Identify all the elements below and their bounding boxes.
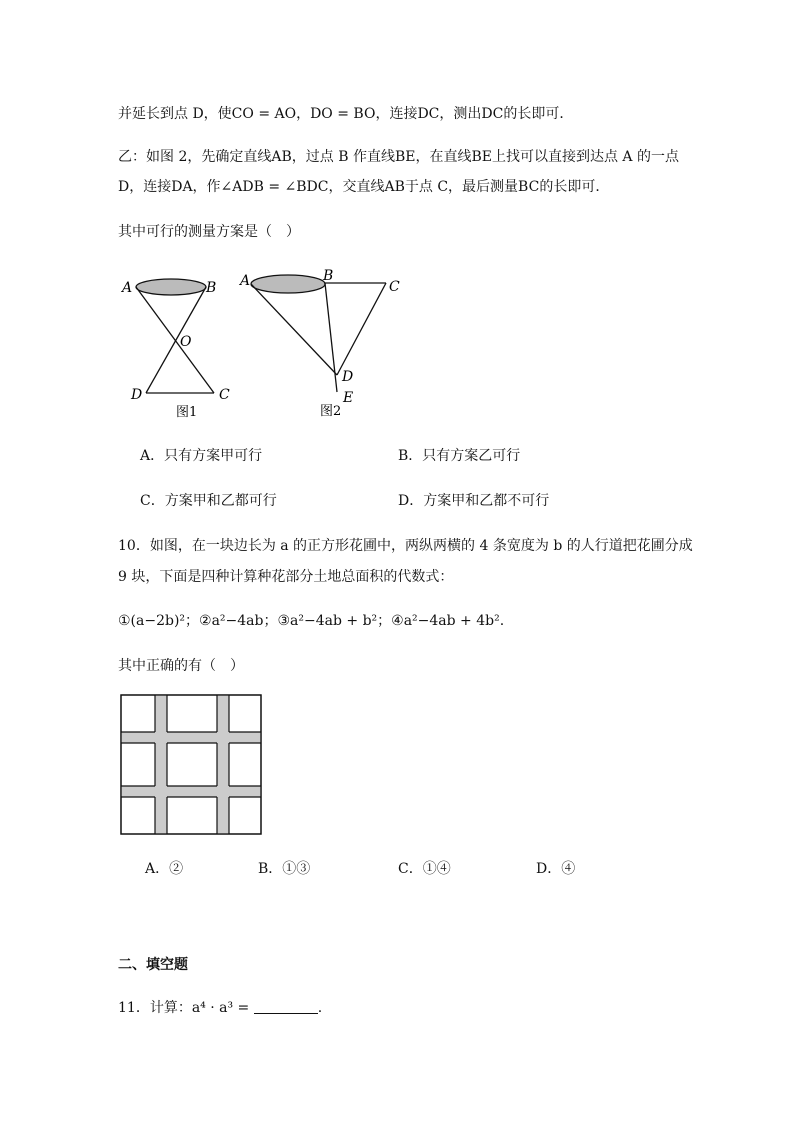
problem10-expressions: ①(a−2b)²；②a²−4ab；③a²−4ab + b²；④a²−4ab + 4b². bbox=[118, 613, 505, 629]
fig2-label-B: B bbox=[323, 268, 334, 284]
problem10-garden-figure bbox=[120, 694, 262, 836]
garden-path-vertical-2 bbox=[217, 695, 229, 834]
fig2-label-D: D bbox=[342, 369, 354, 385]
fig2-label-E: E bbox=[343, 390, 354, 406]
problem11-end: . bbox=[317, 1000, 323, 1016]
problem11-answer-blank[interactable] bbox=[254, 999, 318, 1014]
problem9-option-c: C．方案甲和乙都可行 bbox=[140, 493, 277, 509]
problem9-option-d: D．方案甲和乙都不可行 bbox=[398, 493, 550, 509]
problem9-text-line2: 乙：如图 2，先确定直线AB，过点 B 作直线BE，在直线BE上找可以直接到达点 A 的一点 bbox=[118, 149, 679, 165]
fig1-label-C: C bbox=[219, 387, 230, 403]
fig1-label-B: B bbox=[206, 280, 217, 296]
problem9-option-a: A．只有方案甲可行 bbox=[140, 448, 263, 464]
problem10-option-d: D．④ bbox=[536, 861, 576, 877]
problem10-option-a: A．② bbox=[145, 861, 184, 877]
problem9-text-line1: 并延长到点 D，使CO = AO，DO = BO，连接DC，测出DC的长即可． bbox=[118, 106, 574, 122]
problem10-question: 其中正确的有（ ） bbox=[118, 658, 244, 674]
fig1-label-O: O bbox=[180, 334, 192, 350]
problem11 bbox=[118, 998, 322, 1018]
problem11-text: 11．计算：a⁴ · a³ = bbox=[118, 1000, 254, 1016]
fig2-label-C: C bbox=[389, 279, 400, 295]
figure-1 bbox=[136, 279, 217, 393]
fig1-label-A: A bbox=[122, 280, 133, 296]
garden-path-vertical-1 bbox=[155, 695, 167, 834]
fig2-ellipse bbox=[251, 275, 325, 293]
fig1-caption: 图1 bbox=[176, 405, 198, 420]
garden-path-horizontal-2 bbox=[121, 786, 261, 797]
problem10-option-c: C．①④ bbox=[398, 861, 451, 877]
problem9-question: 其中可行的测量方案是（ ） bbox=[118, 224, 300, 240]
garden-outer-square bbox=[121, 695, 261, 834]
fig1-label-D: D bbox=[131, 387, 143, 403]
section-title-fill-in: 二、填空题 bbox=[118, 957, 188, 973]
fig2-caption: 图2 bbox=[320, 404, 342, 419]
fig2-label-A: A bbox=[240, 273, 251, 289]
problem9-text-line3: D，连接DA，作∠ADB = ∠BDC，交直线AB于点 C，最后测量BC的长即可． bbox=[118, 179, 610, 195]
fig2-line-C-D bbox=[337, 283, 386, 375]
fig1-line-B-D bbox=[146, 287, 206, 393]
problem9-figures bbox=[110, 265, 410, 425]
fig1-ellipse-top bbox=[136, 279, 206, 295]
problem9-option-b: B．只有方案乙可行 bbox=[398, 448, 521, 464]
fig2-line-A-D bbox=[251, 284, 337, 375]
figure-2 bbox=[251, 275, 386, 392]
fig1-line-A-C bbox=[136, 287, 214, 393]
fig2-line-B-E bbox=[325, 283, 337, 392]
problem10-text-line1: 10．如图，在一块边长为 a 的正方形花圃中，两纵两横的 4 条宽度为 b 的人行道把花圃分成 bbox=[118, 538, 693, 554]
problem10-option-b: B．①③ bbox=[258, 861, 311, 877]
garden-path-horizontal-1 bbox=[121, 732, 261, 743]
problem10-text-line2: 9 块，下面是四种计算种花部分土地总面积的代数式： bbox=[118, 569, 454, 585]
